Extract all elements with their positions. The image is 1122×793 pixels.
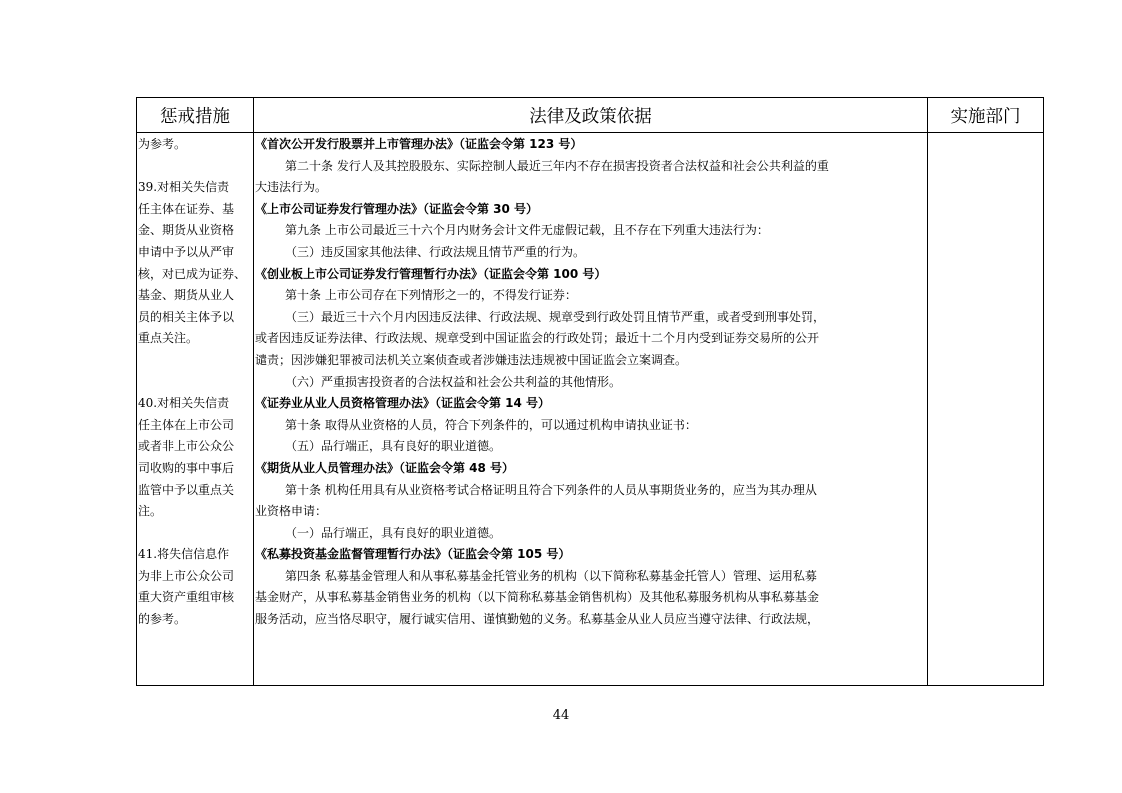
regulation-text-line: （一）品行端正，具有良好的职业道德。 (285, 525, 502, 540)
measure-text-line (138, 652, 253, 674)
measure-text-line: 申请中予以从严审 (138, 244, 235, 259)
measure-text-line: 重点关注。 (138, 331, 199, 346)
regulation-title: 《私募投资基金监督管理暂行办法》（证监会令第 105 号） (255, 547, 571, 562)
measure-text-line: 监管中予以重点关 (138, 482, 235, 497)
regulation-text-line: 基金财产，从事私募基金销售业务的机构（以下简称私募基金销售机构）及其他私募服务机构从事私募基金 (255, 590, 820, 605)
policy-table (136, 97, 1044, 686)
header-department: 实施部门 (950, 107, 1021, 127)
regulation-text-line: 谴责；因涉嫌犯罪被司法机关立案侦查或者涉嫌违法违规被中国证监会立案调查。 (255, 352, 688, 367)
measure-text-line: 或者非上市公众公 (138, 439, 235, 454)
regulation-text-line: （三）最近三十六个月内因违反法律、行政法规、规章受到行政处罚且情节严重，或者受到刑事处罚， (285, 309, 826, 324)
measure-text-line: 员的相关主体予以 (138, 309, 235, 324)
measure-text-line: 41.将失信信息作 (138, 547, 230, 562)
measure-text-line (138, 350, 253, 372)
regulation-text-line: （五）品行端正，具有良好的职业道德。 (285, 439, 502, 454)
measure-text-line: 的参考。 (138, 612, 187, 627)
measure-text-line: 为非上市公众公司 (138, 568, 235, 583)
regulation-text-line: 第二十条 发行人及其控股股东、实际控制人最近三年内不存在损害投资者合法权益和社会公共利益的重 (285, 158, 829, 173)
header-legal-basis: 法律及政策依据 (529, 107, 652, 127)
regulation-text-line: 第四条 私募基金管理人和从事私募基金托管业务的机构（以下简称私募基金托管人）管理、运用私募 (285, 568, 817, 583)
measure-text-line (138, 156, 253, 178)
legal-basis-column (255, 134, 925, 631)
regulation-text-line: （六）严重损害投资者的合法权益和社会公共利益的其他情形。 (285, 374, 622, 389)
measure-text-line (138, 523, 253, 545)
measure-text-line: 任主体在证券、基 (138, 201, 235, 216)
regulation-title: 《首次公开发行股票并上市管理办法》（证监会令第 123 号） (255, 137, 583, 151)
regulation-title: 《创业板上市公司证券发行管理暂行办法》（证监会令第 100 号） (255, 266, 607, 281)
regulation-title: 《证券业从业人员资格管理办法》（证监会令第 14 号） (255, 396, 551, 411)
measures-column (138, 134, 253, 674)
regulation-text-line: （三）违反国家其他法律、行政法规且情节严重的行为。 (285, 244, 586, 259)
measure-text-line: 注。 (138, 504, 163, 519)
measure-text-line: 金、期货从业资格 (138, 223, 235, 238)
regulation-text-line: 第十条 取得从业资格的人员，符合下列条件的，可以通过机构申请执业证书： (285, 417, 697, 432)
column-divider (253, 98, 254, 685)
regulation-text-line: 第十条 上市公司存在下列情形之一的，不得发行证券： (285, 288, 577, 303)
measure-text-line (138, 631, 253, 653)
measure-text-line: 40.对相关失信责 (138, 396, 230, 411)
measure-text-line: 为参考。 (138, 137, 187, 151)
regulation-title: 《上市公司证券发行管理办法》（证监会令第 30 号） (255, 201, 539, 216)
measure-text-line: 任主体在上市公司 (138, 417, 235, 432)
header-divider (137, 132, 1043, 133)
measure-text-line (138, 372, 253, 394)
measure-text-line: 基金、期货从业人 (138, 288, 235, 303)
regulation-text-line: 第九条 上市公司最近三十六个月内财务会计文件无虚假记载，且不存在下列重大违法行为： (285, 223, 769, 238)
regulation-text-line: 业资格申请： (255, 504, 328, 519)
measure-text-line: 司收购的事中事后 (138, 460, 235, 475)
measure-text-line: 重大资产重组审核 (138, 590, 235, 605)
regulation-text-line: 或者因违反证券法律、行政法规、规章受到中国证监会的行政处罚；最近十二个月内受到证券交易所的公开 (255, 331, 820, 346)
regulation-title: 《期货从业人员管理办法》（证监会令第 48 号） (255, 460, 515, 475)
regulation-text-line: 第十条 机构任用具有从业资格考试合格证明且符合下列条件的人员从事期货业务的，应当为其办理从 (285, 482, 817, 497)
regulation-text-line: 服务活动，应当恪尽职守，履行诚实信用、谨慎勤勉的义务。私募基金从业人员应当遵守法律、行政法规， (255, 612, 820, 627)
column-divider (927, 98, 928, 685)
header-measures: 惩戒措施 (160, 107, 230, 127)
measure-text-line: 核，对已成为证券、 (138, 266, 247, 281)
page-number: 44 (552, 708, 570, 723)
regulation-text-line: 大违法行为。 (255, 180, 328, 195)
measure-text-line: 39.对相关失信责 (138, 180, 230, 195)
